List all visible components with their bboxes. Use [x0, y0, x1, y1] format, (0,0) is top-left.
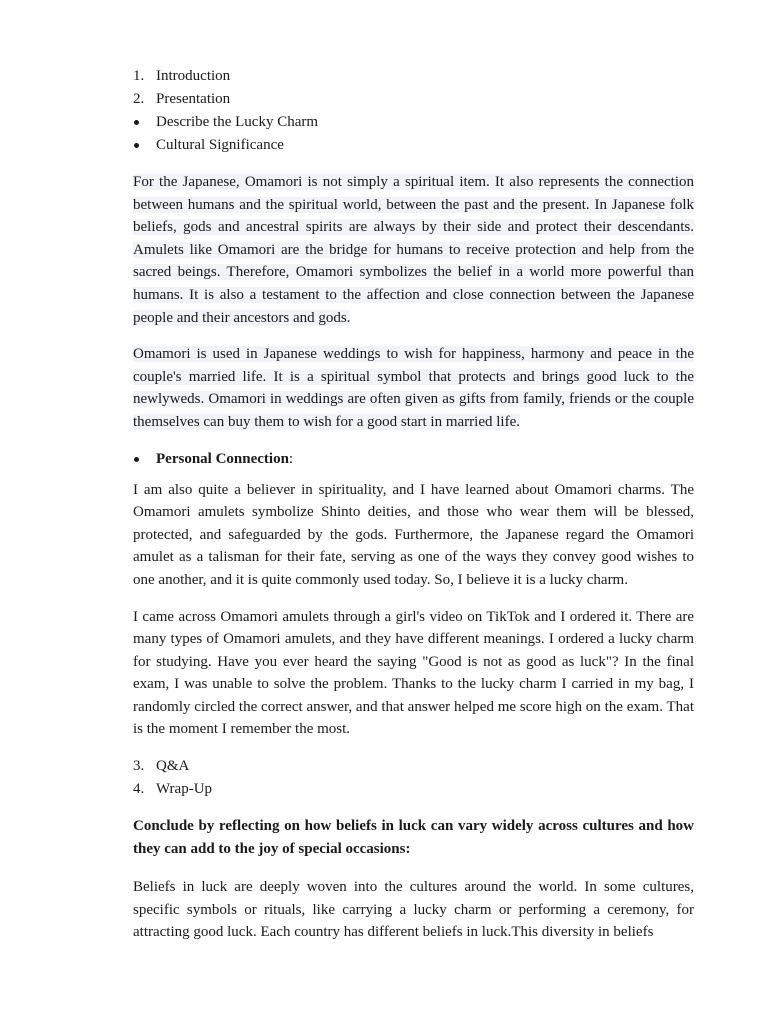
list-number: 1. — [133, 68, 145, 84]
document-page — [133, 65, 694, 944]
list-item — [133, 778, 694, 801]
paragraph-text: Omamori is used in Japanese weddings to wish for happiness, harmony and peace in the couple's married life. It is a spiritual symbol that protects and brings good luck to the newlyweds. Omamori in weddings are often given as gifts from family, friends or the couple themselves can buy them to wish for a good start in married life. — [133, 346, 694, 430]
cultural-paragraph-1 — [133, 171, 694, 329]
beliefs-paragraph: Beliefs in luck are deeply woven into the cultures around the world. In some cultures, specific symbols or rituals, like carrying a lucky charm or performing a ceremony, for attracting good luck. Each country has different beliefs in luck.This diversity in beliefs — [133, 879, 694, 941]
list-item-text: Cultural Significance — [156, 137, 284, 153]
list-item-text: Describe the Lucky Charm — [156, 114, 319, 130]
bullet-icon — [134, 143, 139, 148]
list-item-text: Q&A — [156, 758, 190, 775]
list-item-text: Presentation — [156, 91, 231, 107]
outline-list-bottom — [133, 755, 694, 801]
personal-connection-suffix: : — [288, 450, 294, 467]
bullet-icon — [134, 120, 139, 125]
personal-connection-label: Personal Connection — [156, 450, 289, 467]
bullet-icon — [134, 457, 139, 462]
list-item — [133, 88, 694, 111]
list-number: 2. — [133, 91, 145, 107]
outline-list-top — [133, 65, 694, 157]
personal-paragraph-1: I am also quite a believer in spirituality, and I have learned about Omamori charms. The Omamori amulets symbolize Shinto deities, and those who wear them will be blessed, protected, and safeguarded by the gods. Furthermore, the Japanese regard the Omamori amulet as a talisman for their fate, serving as one of the ways they convey good wishes to one another, and it is quite commonly used today. So, I believe it is a lucky charm. — [133, 481, 694, 588]
list-item — [133, 755, 694, 778]
list-item — [133, 134, 694, 157]
cultural-paragraph-2 — [133, 343, 694, 433]
personal-connection-item — [133, 448, 694, 471]
list-item-text: Wrap-Up — [156, 781, 213, 798]
paragraph-text: For the Japanese, Omamori is not simply a spiritual item. It also represents the connection between humans and the spiritual world, between the past and the present. In Japanese folk beliefs, gods and ancestral spirits are always by their side and protect their descendants. Amulets like Omamori are the bridge for humans to receive protection and help from the sacred beings. Therefore, Omamori symbolizes the belief in a world more powerful than humans. It is also a testament to the affection and close connection between the Japanese people and their ancestors and gods. — [133, 174, 694, 326]
personal-paragraph-2: I came across Omamori amulets through a girl's video on TikTok and I ordered it. There are many types of Omamori amulets, and they have different meanings. I ordered a lucky charm for studying. Have you ever heard the saying "Good is not as good as luck"? In the final exam, I was unable to solve the problem. Thanks to the lucky charm I carried in my bag, I randomly circled the correct answer, and that answer helped me score high on the exam. That is the moment I remember the most. — [133, 608, 694, 738]
list-number: 4. — [133, 781, 145, 798]
conclusion-heading: Conclude by reflecting on how beliefs in luck can vary widely across cultures and how they can add to the joy of special occasions: — [133, 818, 694, 857]
list-item-text: Introduction — [156, 68, 231, 84]
list-item — [133, 111, 694, 134]
list-number: 3. — [133, 758, 145, 775]
list-item — [133, 65, 694, 88]
